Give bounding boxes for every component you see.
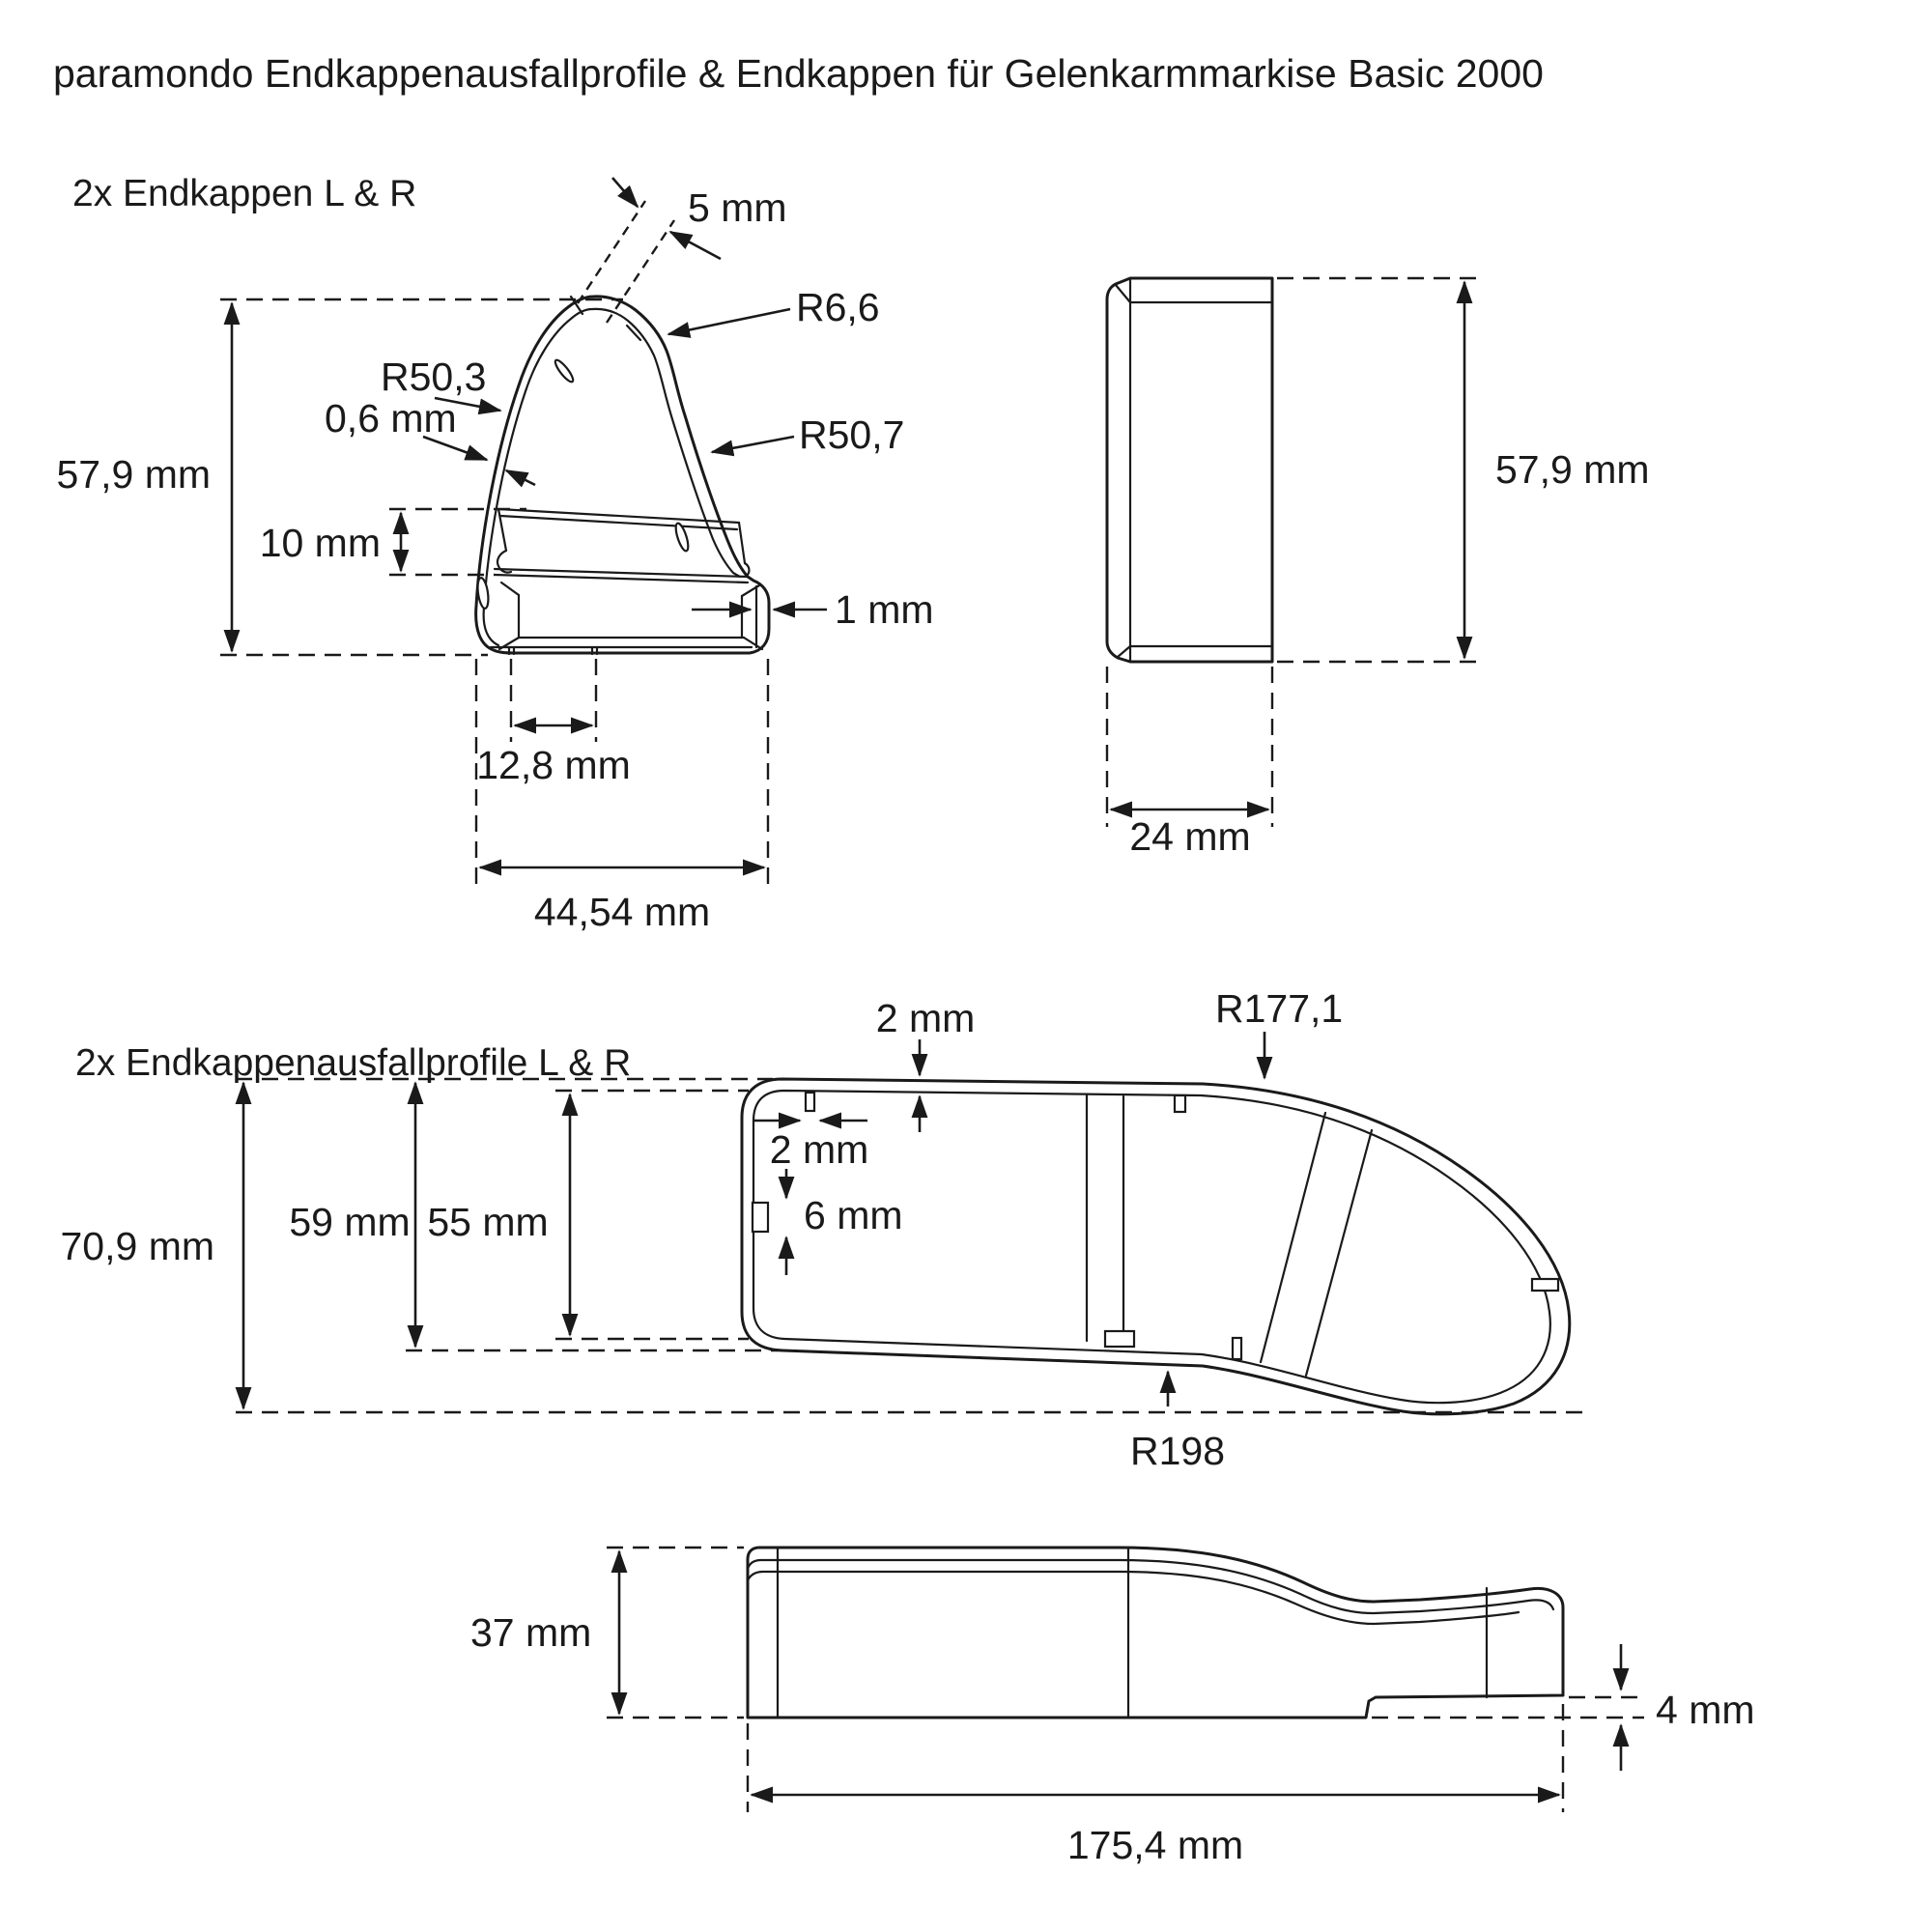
dim-profile-top-radius — [1215, 986, 1343, 1078]
dim-label-right-radius: R50,7 — [799, 412, 905, 457]
dim-endkappe-total-width — [476, 659, 768, 934]
dim-label-step-height: 4 mm — [1656, 1688, 1755, 1732]
page-title: paramondo Endkappenausfallprofile & Endkappen für Gelenkarmmarkise Basic 2000 — [53, 51, 1544, 96]
dim-label-foot-width: 12,8 mm — [476, 743, 631, 787]
dim-label-left-radius: R50,3 — [381, 355, 487, 399]
dim-side-height — [1277, 278, 1650, 662]
fin-lower-box-interior — [491, 582, 762, 654]
endkappe-cross-section-drawing — [57, 178, 934, 934]
dim-label-total-height: 70,9 mm — [60, 1224, 214, 1268]
dim-label-tab-width: 2 mm — [769, 1127, 869, 1172]
dim-label-tip-width: 5 mm — [688, 185, 787, 230]
dim-endkappe-right-radius — [712, 412, 904, 457]
side-view-outline — [1107, 278, 1272, 662]
dim-profile-inner-height — [427, 1091, 749, 1339]
dim-endkappe-foot-width — [476, 659, 631, 787]
dim-label-groove-height: 10 mm — [259, 521, 381, 565]
dim-label-side-width: 24 mm — [1129, 814, 1251, 859]
fin-outer-contour — [476, 297, 769, 653]
dim-label-notch-height: 6 mm — [804, 1193, 903, 1237]
profile-side-view-drawing — [470, 1548, 1755, 1867]
dim-label-top-wall: 2 mm — [875, 996, 976, 1040]
dim-label-outer-height: 59 mm — [289, 1200, 411, 1244]
section-profile-label: 2x Endkappenausfallprofile L & R — [75, 1042, 632, 1084]
section-endkappen-label: 2x Endkappen L & R — [72, 173, 417, 214]
profile-inner-contour — [753, 1091, 1550, 1403]
dim-profile-side-height — [470, 1548, 744, 1718]
dim-endkappe-height — [57, 299, 624, 655]
fin-groove-pocket — [495, 509, 749, 582]
dim-endkappe-tip-width — [578, 178, 787, 323]
dim-label-height-left: 57,9 mm — [56, 452, 211, 497]
dim-label-right-wall: 1 mm — [835, 587, 934, 632]
dim-label-total-width: 44,54 mm — [533, 890, 711, 934]
dim-endkappe-right-wall — [692, 587, 934, 632]
dim-label-inner-height: 55 mm — [427, 1200, 549, 1244]
dim-label-side-height: 57,9 mm — [1495, 447, 1650, 492]
dim-profile-length — [748, 1704, 1563, 1867]
endkappe-side-view-drawing — [1107, 278, 1650, 859]
dim-profile-tab-width — [753, 1121, 868, 1172]
dim-profile-top-wall — [876, 996, 976, 1132]
dim-side-width — [1107, 667, 1272, 859]
dim-label-length: 175,4 mm — [1066, 1823, 1244, 1867]
dim-profile-notch-height — [786, 1169, 903, 1275]
dim-label-top-radius: R177,1 — [1215, 986, 1344, 1031]
dim-endkappe-tip-radius — [668, 285, 880, 334]
dim-label-side-view-height: 37 mm — [470, 1610, 592, 1655]
dim-label-wall-thickness: 0,6 mm — [325, 396, 457, 440]
dim-label-tip-radius: R6,6 — [796, 285, 880, 329]
dim-profile-bottom-radius — [1130, 1372, 1225, 1473]
dim-label-bottom-radius: R198 — [1130, 1429, 1226, 1473]
